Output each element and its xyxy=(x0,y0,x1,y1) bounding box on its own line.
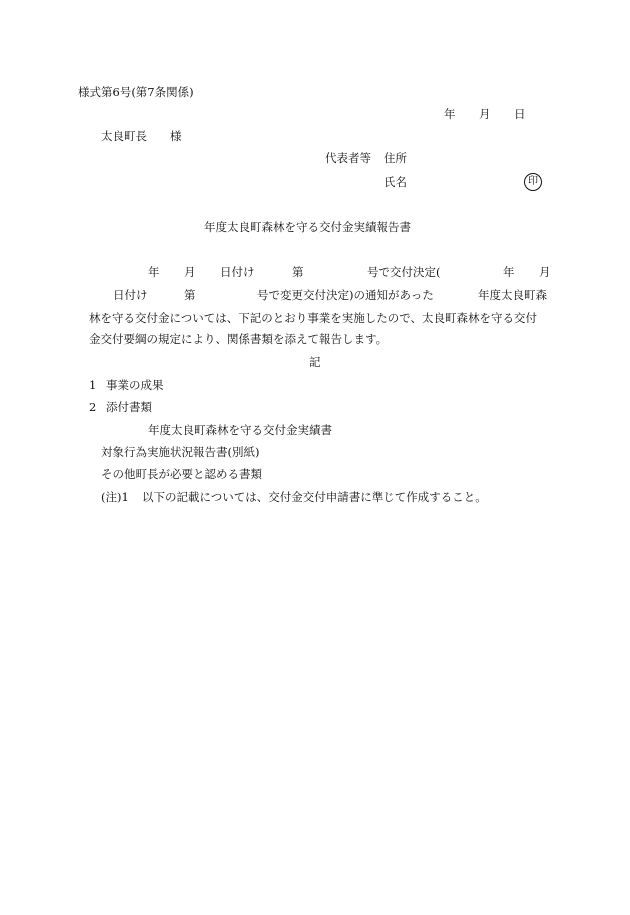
body-year-1: 年 xyxy=(148,265,160,279)
body-month-1: 月 xyxy=(184,265,196,279)
item-1-label: 事業の成果 xyxy=(106,378,164,392)
body-notice: 号で変更交付決定)の通知があった xyxy=(257,288,434,302)
recipient-name: 太良町長 xyxy=(101,129,147,143)
body-dai-1: 第 xyxy=(292,265,304,279)
attachment-3: その他町長が必要と認める書類 xyxy=(101,467,262,481)
attachment-1: 年度太良町森林を守る交付金実績書 xyxy=(148,423,332,437)
item-2-number: 2 xyxy=(89,400,97,414)
name-label: 氏名 xyxy=(384,175,407,189)
item-1-number: 1 xyxy=(89,378,97,392)
item-2-label: 添付書類 xyxy=(106,400,152,414)
body-dated-1: 日付け xyxy=(220,265,255,279)
body-decision: 号で交付決定( xyxy=(367,265,441,279)
recipient-honorific: 様 xyxy=(170,129,182,143)
date-day-label: 日 xyxy=(514,107,526,121)
representative-label: 代表者等 xyxy=(325,151,371,165)
form-number: 様式第6号(第7条関係) xyxy=(78,85,194,99)
date-month-label: 月 xyxy=(479,107,491,121)
ki-heading: 記 xyxy=(309,355,321,369)
body-year-2: 年 xyxy=(503,265,515,279)
body-line-4: 金交付要綱の規定により、関係書類を添えて報告します。 xyxy=(89,332,388,346)
address-label: 住所 xyxy=(384,151,407,165)
body-line-3: 林を守る交付金については、下記のとおり事業を実施したので、太良町森林を守る交付 xyxy=(89,311,538,325)
body-dated-2: 日付け xyxy=(113,288,148,302)
seal-mark: 印 xyxy=(524,173,542,191)
note-text: 以下の記載については、交付金交付申請書に準じて作成すること。 xyxy=(142,490,487,504)
attachment-2: 対象行為実施状況報告書(別紙) xyxy=(101,445,260,459)
date-year-label: 年 xyxy=(444,107,456,121)
body-program: 年度太良町森 xyxy=(478,288,547,302)
body-dai-2: 第 xyxy=(184,288,196,302)
note-marker: (注)1 xyxy=(101,490,129,504)
document-title: 年度太良町森林を守る交付金実績報告書 xyxy=(204,220,411,234)
body-month-2: 月 xyxy=(539,265,551,279)
